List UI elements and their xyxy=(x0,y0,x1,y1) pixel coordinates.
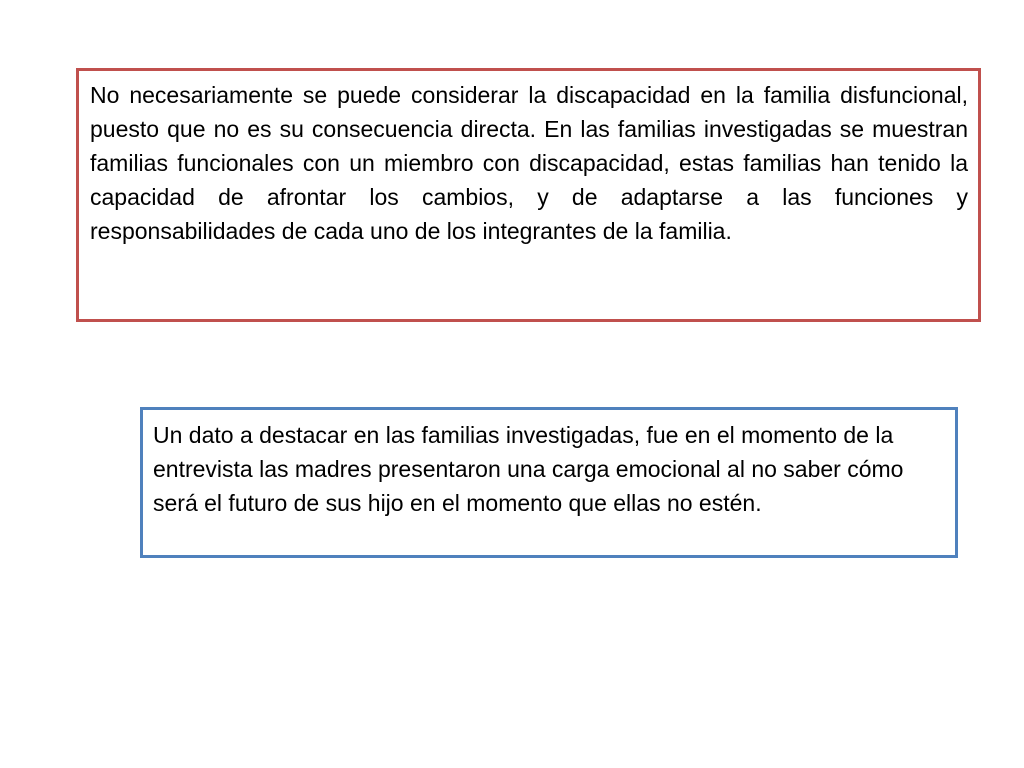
text-box-discapacidad xyxy=(76,68,981,322)
paragraph-dato-destacar: Un dato a destacar en las familias investigadas, fue en el momento de la entrevista las madres presentaron una carga emocional al no saber cómo será el futuro de sus hijo en el momento que ellas no estén. xyxy=(153,422,904,516)
text-box-dato-destacar xyxy=(140,407,958,558)
paragraph-discapacidad: No necesariamente se puede considerar la discapacidad en la familia disfuncional, puesto que no es su consecuencia directa. En las familias investigadas se muestran familias funcionales con un miembro con discapacidad, estas familias han tenido la capacidad de afrontar los cambios, y de adaptarse a las funciones y responsabilidades de cada uno de los integrantes de la familia. xyxy=(90,82,968,244)
